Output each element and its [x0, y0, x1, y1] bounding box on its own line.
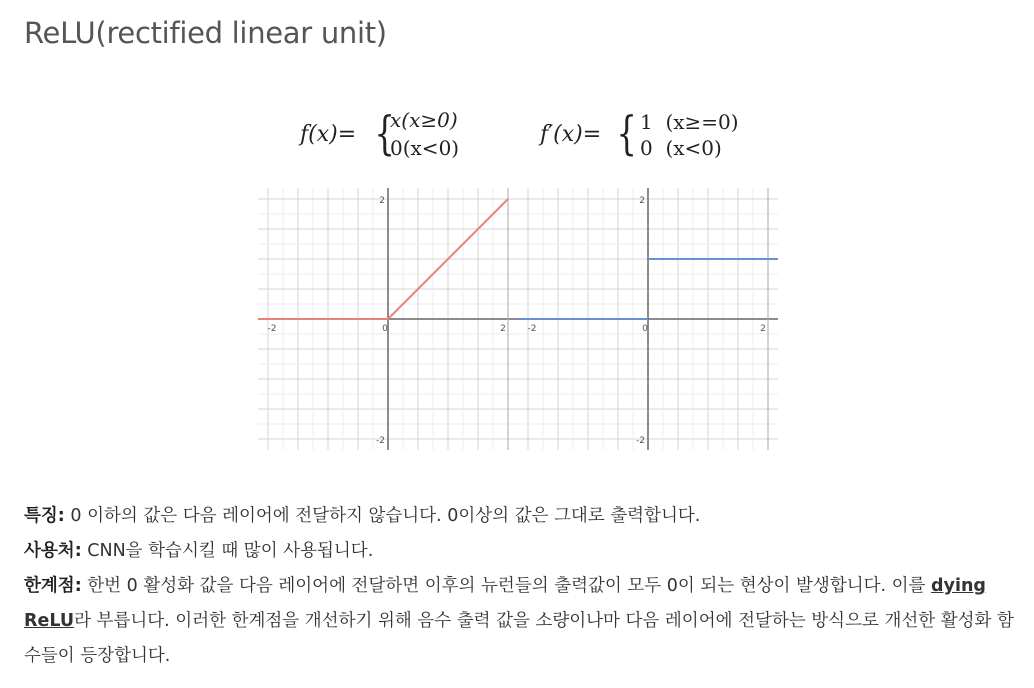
formula-brace: {	[374, 106, 395, 160]
y-tick-label: 2	[639, 196, 645, 206]
usage-text: CNN을 학습시킬 때 많이 사용됩니다.	[81, 541, 374, 561]
feature-label: 특징:	[24, 506, 65, 526]
y-tick-label: 2	[379, 196, 385, 206]
usage-paragraph	[24, 537, 373, 562]
formula-lhs: f′(x)=	[540, 122, 602, 147]
formula-lhs: f(x)=	[300, 122, 357, 147]
y-tick-label: -2	[376, 436, 385, 446]
x-tick-label: 2	[500, 324, 506, 334]
x-tick-label: 0	[382, 324, 388, 334]
limitation-text-end: 수들이 등장합니다.	[24, 646, 171, 666]
x-tick-label: -2	[527, 324, 537, 334]
x-tick-label: 0	[642, 324, 648, 334]
feature-text: 0 이하의 값은 다음 레이어에 전달하지 않습니다. 0이상의 값은 그대로 출력합니다.	[64, 506, 701, 526]
x-tick-label: -2	[267, 324, 277, 334]
limitation-text-continued: 라 부릅니다. 이러한 한계점을 개선하기 위해 음수 출력 값을 소량이나마 다음 레이어에 전달하는 방식으로 개선한 활성화 함	[74, 611, 1014, 631]
relu-derivative-formula	[540, 108, 770, 168]
page-title: ReLU(rectified linear unit)	[24, 16, 387, 50]
relu-chart	[258, 188, 518, 450]
relu-derivative-chart	[518, 188, 778, 450]
limitation-paragraph-line2	[24, 607, 1014, 632]
formula-case-negative: 0 (x<0)	[640, 136, 722, 160]
limitation-label: 한계점:	[24, 576, 82, 596]
usage-label: 사용처:	[24, 541, 82, 561]
dying-relu-link[interactable]: dying	[931, 576, 986, 596]
relu-formula	[300, 108, 500, 168]
formula-brace: {	[616, 106, 637, 160]
feature-paragraph	[24, 502, 700, 527]
limitation-paragraph-line3	[24, 642, 170, 667]
y-tick-label: -2	[636, 436, 645, 446]
formula-case-positive: x(x≥0)	[390, 108, 458, 132]
formula-case-positive: 1 (x≥=0)	[640, 110, 739, 134]
formula-case-negative: 0(x<0)	[390, 136, 460, 160]
x-tick-label: 2	[760, 324, 766, 334]
dying-relu-link-continued[interactable]: ReLU	[24, 611, 75, 631]
limitation-text: 한번 0 활성화 값을 다음 레이어에 전달하면 이후의 뉴런들의 출력값이 모두 0이 되는 현상이 발생합니다. 이를	[81, 576, 932, 596]
limitation-paragraph	[24, 572, 986, 597]
